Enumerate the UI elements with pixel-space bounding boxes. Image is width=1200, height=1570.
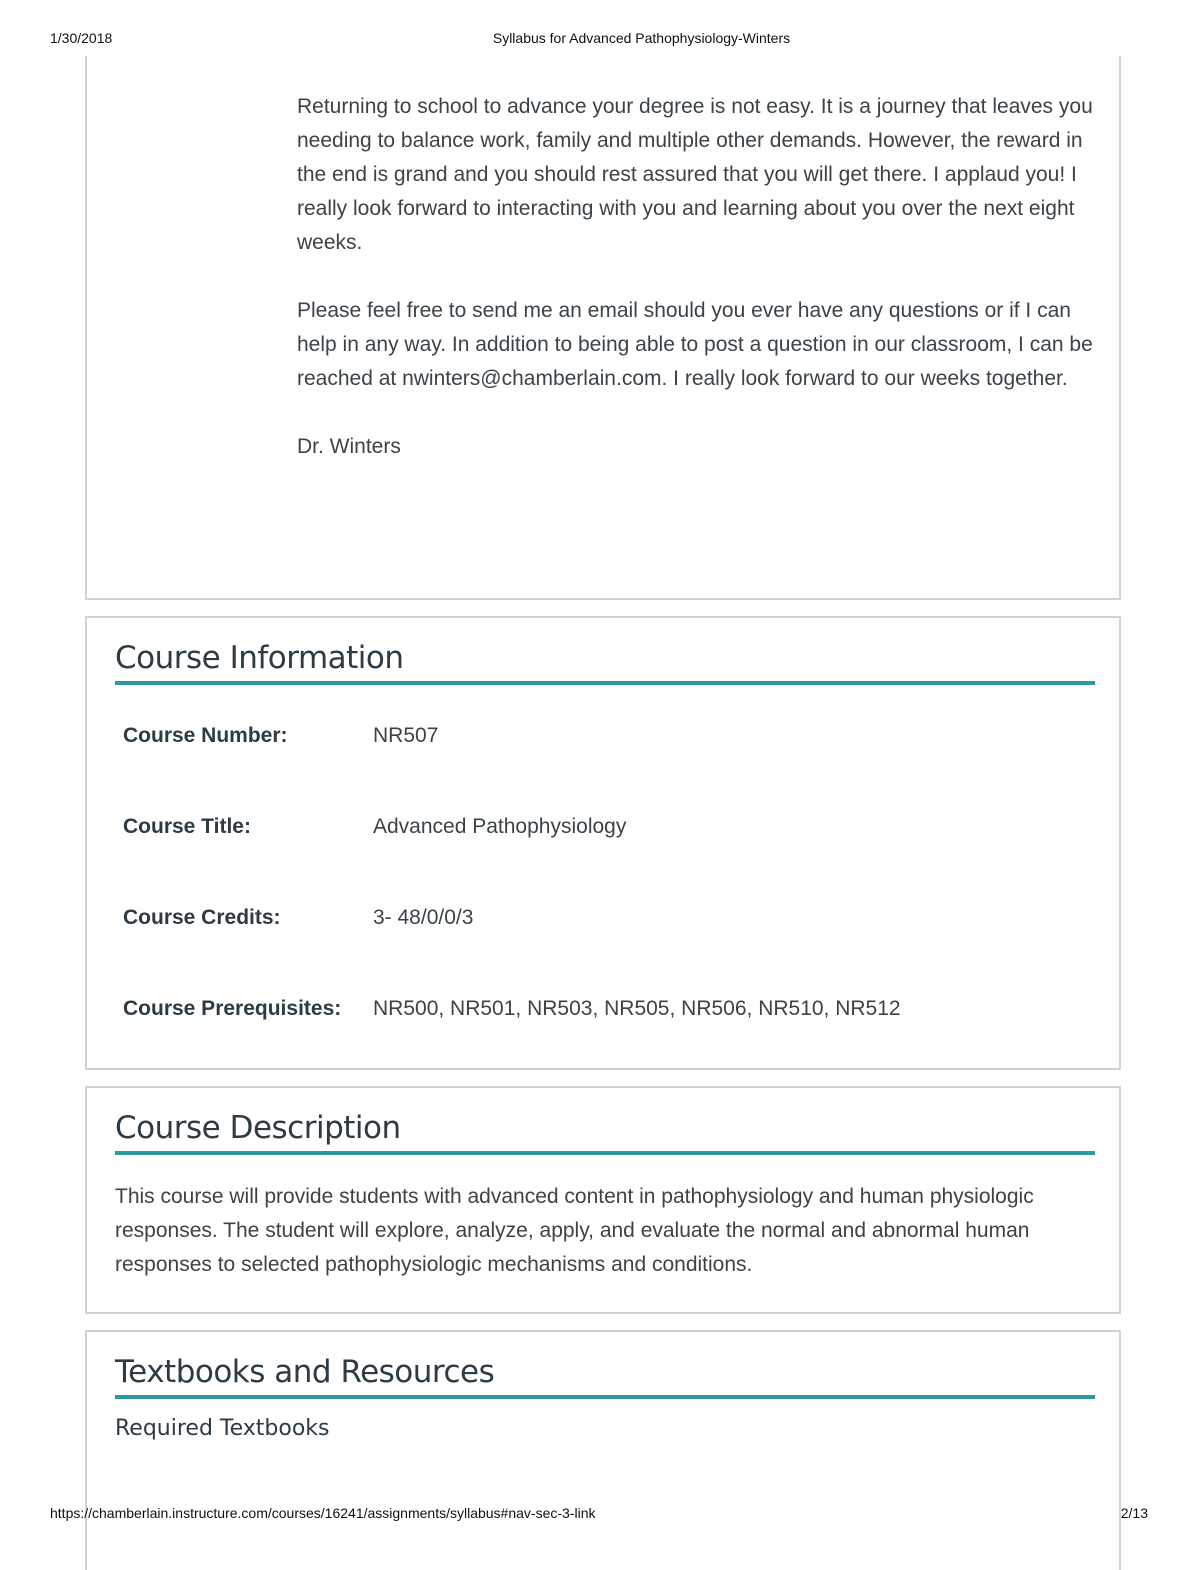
info-value: Advanced Pathophysiology <box>373 815 627 838</box>
print-url: https://chamberlain.instructure.com/courses/16241/assignments/syllabus#nav-sec-3-link <box>50 1505 596 1521</box>
print-title: Syllabus for Advanced Pathophysiology-Winters <box>492 30 791 46</box>
info-label: Course Title: <box>123 815 251 838</box>
course-information-panel <box>85 616 1121 1070</box>
welcome-message <box>297 90 1097 464</box>
course-description-text: This course will provide students with advanced content in pathophysiology and human physiologic responses. The student will explore, analyze, apply, and evaluate the normal and abnormal human responses to selected pathophysiologic mechanisms and conditions. <box>115 1185 1034 1276</box>
section-divider <box>115 681 1095 685</box>
info-label: Course Prerequisites: <box>123 997 342 1020</box>
info-value: 3- 48/0/0/3 <box>373 906 474 929</box>
info-label: Course Number: <box>123 724 288 747</box>
welcome-paragraph: Returning to school to advance your degree is not easy. It is a journey that leaves you needing to balance work, family and multiple other demands. However, the reward in the end is grand and you should rest assured that you will get there. I applaud you! I really look forward to interacting with you and learning about you over the next eight weeks. <box>297 95 1093 254</box>
print-page-number: 2/13 <box>1120 1505 1148 1521</box>
section-title: Course Description <box>115 1110 401 1146</box>
welcome-signature: Dr. Winters <box>297 435 401 458</box>
textbooks-panel <box>85 1330 1121 1570</box>
section-title: Course Information <box>115 640 404 676</box>
section-title: Textbooks and Resources <box>115 1354 495 1390</box>
print-date: 1/30/2018 <box>50 30 113 46</box>
welcome-panel <box>85 56 1121 600</box>
info-label: Course Credits: <box>123 906 281 929</box>
info-value: NR500, NR501, NR503, NR505, NR506, NR510, NR512 <box>373 997 901 1020</box>
subsection-title: Required Textbooks <box>115 1416 330 1441</box>
section-divider <box>115 1395 1095 1399</box>
info-value: NR507 <box>373 724 439 747</box>
welcome-paragraph: Please feel free to send me an email should you ever have any questions or if I can help in any way. In addition to being able to post a question in our classroom, I can be reached at nwinters@chamberlain.com. I really look forward to our weeks together. <box>297 299 1093 390</box>
section-divider <box>115 1151 1095 1155</box>
course-description-panel <box>85 1086 1121 1314</box>
